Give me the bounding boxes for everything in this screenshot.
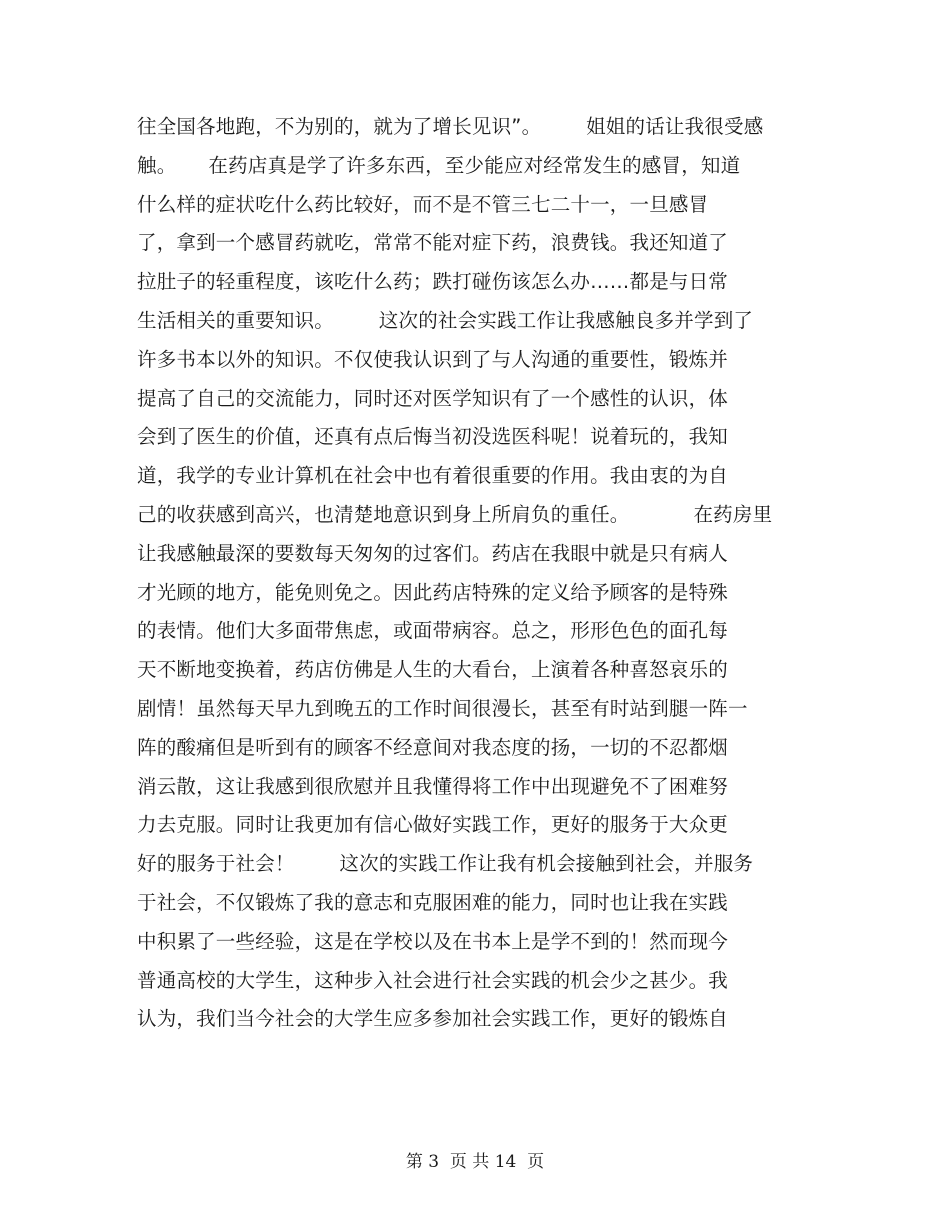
- text-line: 好的服务于社会！ 这次的实践工作让我有机会接触到社会，并服务: [137, 852, 754, 876]
- text-line: 什么样的症状吃什么药比较好，而不是不管三七二十一，一旦感冒: [137, 192, 709, 216]
- text-line: 己的收获感到高兴，也清楚地意识到身上所肩负的重任。 在药房里: [137, 502, 773, 526]
- text-line: 天不断地变换着，药店仿佛是人生的大看台，上演着各种喜怒哀乐的: [137, 658, 729, 682]
- text-line: 于社会，不仅锻炼了我的意志和克服困难的能力，同时也让我在实践: [137, 890, 729, 914]
- text-line: 消云散，这让我感到很欣慰并且我懂得将工作中出现避免不了困难努: [137, 774, 729, 798]
- text-line: 了，拿到一个感冒药就吃，常常不能对症下药，浪费钱。我还知道了: [137, 231, 729, 255]
- text-line: 往全国各地跑，不为别的，就为了增长见识”。 姐姐的话让我很受感: [137, 115, 764, 138]
- text-line: 认为，我们当今社会的大学生应多参加社会实践工作，更好的锻炼自: [137, 1007, 729, 1031]
- text-line: 拉肚子的轻重程度，该吃什么药；跌打碰伤该怎么办……都是与日常: [137, 270, 729, 294]
- text-line: 触。 在药店真是学了许多东西，至少能应对经常发生的感冒，知道: [137, 153, 741, 177]
- page-number-footer: 第 3 页 共 14 页: [405, 1152, 545, 1172]
- text-line: 力去克服。同时让我更加有信心做好实践工作，更好的服务于大众更: [137, 813, 729, 837]
- text-line: 让我感触最深的要数每天匆匆的过客们。药店在我眼中就是只有病人: [137, 541, 729, 565]
- text-line: 许多书本以外的知识。不仅使我认识到了与人沟通的重要性，锻炼并: [137, 347, 729, 371]
- text-line: 提高了自己的交流能力，同时还对医学知识有了一个感性的认识，体: [137, 386, 729, 410]
- text-line: 的表情。他们大多面带焦虑，或面带病容。总之，形形色色的面孔每: [137, 619, 729, 643]
- text-line: 生活相关的重要知识。 这次的社会实践工作让我感触良多并学到了: [137, 308, 754, 332]
- text-line: 才光顾的地方，能免则免之。因此药店特殊的定义给予顾客的是特殊: [137, 580, 729, 604]
- text-line: 阵的酸痛但是听到有的顾客不经意间对我态度的扬，一切的不忍都烟: [137, 735, 729, 759]
- text-line: 剧情！虽然每天早九到晚五的工作时间很漫长，甚至有时站到腿一阵一: [137, 696, 748, 720]
- body-text: [137, 108, 817, 1039]
- text-line: 道，我学的专业计算机在社会中也有着很重要的作用。我由衷的为自: [137, 464, 729, 488]
- text-line: 中积累了一些经验，这是在学校以及在书本上是学不到的！然而现今: [137, 929, 729, 953]
- text-line: 会到了医生的价值，还真有点后悔当初没选医科呢！说着玩的，我知: [137, 425, 729, 449]
- text-line: 普通高校的大学生，这种步入社会进行社会实践的机会少之甚少。我: [137, 968, 729, 992]
